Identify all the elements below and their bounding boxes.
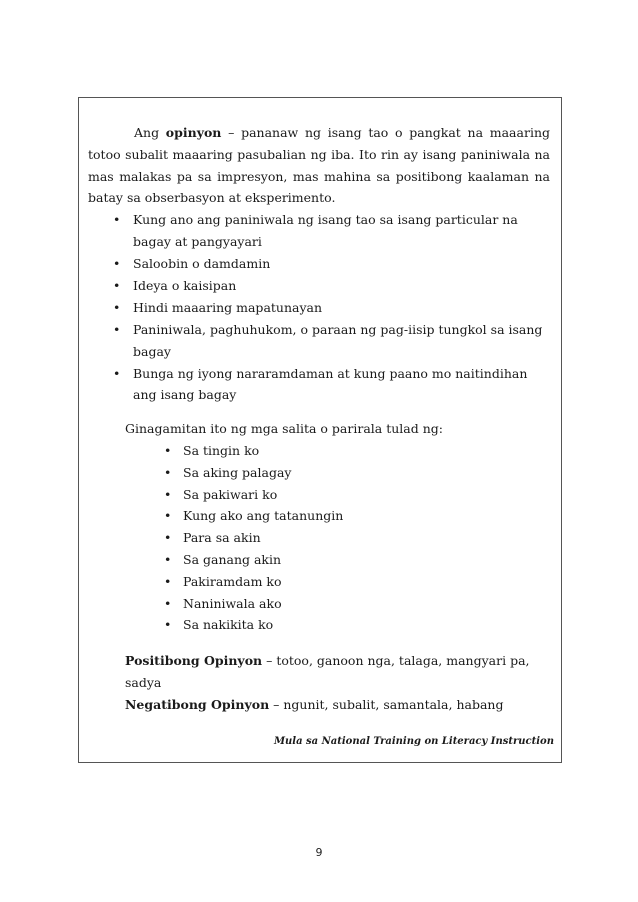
- list-item: • Bunga ng iyong nararamdaman at kung paano mo naitindihan ang isang bagay: [110, 363, 550, 407]
- list-item: • Pakiramdam ko: [147, 571, 547, 593]
- source-credit: Mula sa National Training on Literacy Instruction: [273, 736, 554, 747]
- negative-term: Negatibong Opinyon: [125, 697, 270, 712]
- positive-rest: – totoo, ganoon nga, talaga, mangyari pa, sadya: [125, 653, 530, 690]
- list-item: • Sa nakikita ko: [147, 614, 547, 636]
- list-item: • Sa ganang akin: [147, 549, 547, 571]
- phrases-list: [147, 440, 547, 636]
- negative-opinion: [125, 694, 555, 716]
- list-item: • Kung ako ang tatanungin: [147, 505, 547, 527]
- intro-lead: Ang: [134, 125, 166, 140]
- content-box: [78, 97, 562, 763]
- negative-rest: – ngunit, subalit, samantala, habang: [269, 697, 504, 712]
- intro-term: opinyon: [165, 125, 222, 140]
- characteristics-list: [110, 209, 550, 406]
- list-item: • Sa tingin ko: [147, 440, 547, 462]
- list-item: • Ideya o kaisipan: [110, 275, 550, 297]
- list-item: • Naniniwala ako: [147, 593, 547, 615]
- list-item: • Hindi maaaring mapatunayan: [110, 297, 550, 319]
- positive-term: Positibong Opinyon: [125, 653, 263, 668]
- intro-paragraph: [88, 122, 550, 209]
- uses-label: Ginagamitan ito ng mga salita o parirala tulad ng:: [125, 421, 443, 436]
- intro-rest: – pananaw ng isang tao o pangkat na maaaring totoo subalit maaaring pasubalian ng iba. Ito rin ay isang paniniwala na mas malakas pa sa impresyon, mas mahina sa positibong kaalaman na batay sa obserbasyon at eksperimento.: [88, 125, 550, 206]
- list-item: • Paniniwala, paghuhukom, o paraan ng pag-iisip tungkol sa isang bagay: [110, 319, 550, 363]
- list-item: • Kung ano ang paniniwala ng isang tao sa isang particular na bagay at pangyayari: [110, 209, 550, 253]
- list-item: • Sa pakiwari ko: [147, 484, 547, 506]
- page-number: 9: [315, 846, 323, 859]
- list-item: • Saloobin o damdamin: [110, 253, 550, 275]
- positive-opinion: [125, 650, 555, 694]
- list-item: • Sa aking palagay: [147, 462, 547, 484]
- list-item: • Para sa akin: [147, 527, 547, 549]
